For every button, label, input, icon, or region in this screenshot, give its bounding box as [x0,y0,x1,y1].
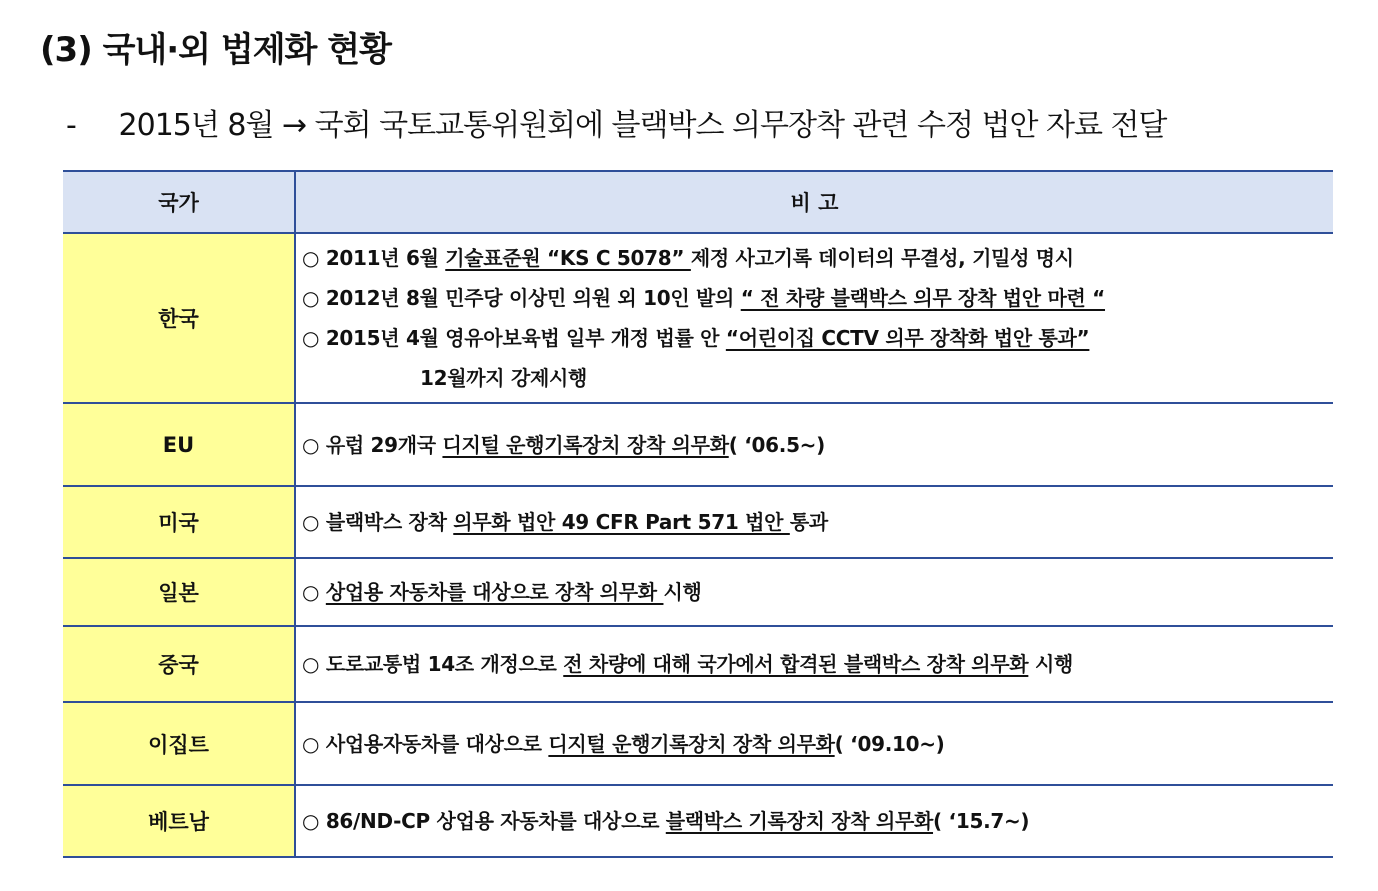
country-cell: 일본 [63,558,295,626]
underlined-text: 전 차량에 대해 국가에서 합격된 블랙박스 장착 의무화 [563,652,1029,676]
note-line [302,801,1333,841]
table-row [63,233,1333,403]
summary-line [66,100,1166,144]
table-row [63,558,1333,626]
note-text: ○ [302,580,326,604]
note-text: 12월까지 강제시행 [420,366,588,390]
summary-text: 2015년 8월 → 국회 국토교통위원회에 블랙박스 의무장착 관련 수정 법안 자료 전달 [118,108,1167,143]
note-text: ( ‘06.5~) [728,432,825,457]
note-line [302,238,1333,278]
note-cell [295,785,1333,857]
note-text: ( ‘09.10~) [834,731,945,756]
note-text: 시행 [663,580,702,604]
note-line [302,572,1333,612]
note-text: ○ 86/ND-CP 상업용 자동차를 대상으로 [302,809,666,833]
note-text: ○ 도로교통법 14조 개정으로 [302,652,564,676]
note-line [302,278,1333,318]
underlined-text: 상업용 자동차를 대상으로 장착 의무화 [325,580,664,604]
note-line [302,358,1333,398]
note-line [302,318,1333,358]
note-cell [295,233,1333,403]
header-country: 국가 [63,171,295,233]
note-text: ○ 2012년 8월 민주당 이상민 의원 외 10인 발의 [302,286,741,310]
table-row [63,403,1333,486]
underlined-text: 의무화 법안 49 CFR Part 571 법안 [453,510,790,534]
underlined-text: 기술표준원 “KS C 5078” [445,246,691,270]
table-header-row [63,171,1333,233]
note-text: 시행 [1028,652,1074,676]
note-text: ( ‘15.7~) [933,809,1030,833]
country-cell: 한국 [63,233,295,403]
note-line [302,644,1333,684]
note-cell [295,558,1333,626]
note-cell [295,702,1333,785]
note-cell [295,486,1333,558]
note-line [302,425,1333,465]
note-text: ○ 2011년 6월 [302,246,446,270]
country-cell: EU [63,403,295,486]
country-cell: 이집트 [63,702,295,785]
note-cell [295,403,1333,486]
table-row [63,702,1333,785]
underlined-text: 디지털 운행기록장치 장착 의무화 [548,731,835,756]
underlined-text: 디지털 운행기록장치 장착 의무화 [442,432,729,457]
underlined-text: “ 전 차량 블랙박스 의무 장착 법안 마련 “ [740,286,1106,310]
note-line [302,724,1333,764]
note-cell [295,626,1333,702]
note-text: 제정 사고기록 데이터의 무결성, 기밀성 명시 [690,246,1074,270]
table-body [63,233,1333,857]
underlined-text: 블랙박스 기록장치 장착 의무화 [665,809,934,833]
note-text: ○ 유럽 29개국 [302,432,443,457]
note-text: ○ 사업용자동차를 대상으로 [302,731,549,756]
header-note: 비 고 [295,171,1333,233]
section-heading: (3) 국내·외 법제화 현황 [40,30,391,70]
country-cell: 중국 [63,626,295,702]
country-cell: 베트남 [63,785,295,857]
note-text: 통과 [789,510,828,534]
table-row [63,626,1333,702]
table-row [63,486,1333,558]
note-text: ○ 블랙박스 장착 [302,510,454,534]
table-row [63,785,1333,857]
underlined-text: “어린이집 CCTV 의무 장착화 법안 통과” [725,326,1090,350]
note-line [302,502,1333,542]
legislation-table [63,170,1333,858]
bullet-dash: - [66,108,76,143]
country-cell: 미국 [63,486,295,558]
note-text: ○ 2015년 4월 영유아보육법 일부 개정 법률 안 [302,326,726,350]
